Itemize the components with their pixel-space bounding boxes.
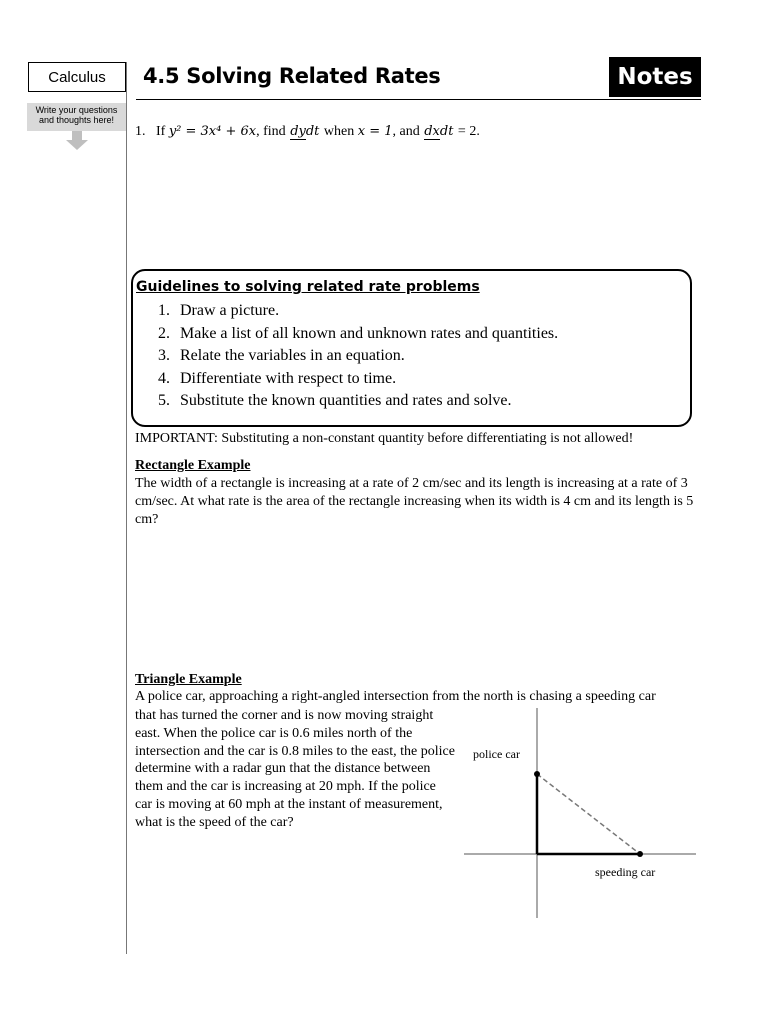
guidelines-list [158, 300, 558, 413]
triangle-example-text: that has turned the corner and is now moving straight east. When the police car is 0.6 miles north of the intersection and the car is 0.8 miles to the east, the police determine with a radar gun that the distance between them and the car is increasing at 20 mph. If the police car is moving at 60 mph at the instant of measurement, what is the speed of the car? [135, 708, 455, 830]
triangle-example-first-line: A police car, approaching a right-angled intersection from the north is chasing a speeding car [135, 689, 656, 704]
title-divider [136, 99, 701, 100]
speeding-car-point [637, 851, 643, 857]
course-label: Calculus [28, 62, 126, 92]
guideline-step: 3. Relate the variables in an equation. [158, 347, 405, 364]
dt-denominator-2: dt [439, 123, 454, 139]
question-1-number: 1. [135, 124, 146, 139]
important-note: IMPORTANT: Substituting a non-constant quantity before differentiating is not allowed! [135, 431, 634, 446]
question-1-equation: y² = 3x⁴ + 6x [168, 124, 257, 139]
rectangle-example-heading: Rectangle Example [135, 458, 251, 473]
guideline-step: 1. Draw a picture. [158, 302, 280, 319]
notes-margin-line2: and thoughts here! [38, 115, 115, 125]
dy-dt-fraction [290, 123, 320, 139]
down-arrow-icon [66, 131, 88, 151]
rectangle-example-text: The width of a rectangle is increasing at a rate of 2 cm/sec and its length is increasing at a rate of 3 cm/sec. At what rate is the area of the rectangle increasing when its width is 4 cm and its length is 5 cm? [135, 476, 694, 527]
dx-numerator: dx [424, 123, 440, 139]
notes-margin-tab [27, 103, 126, 131]
question-1-when: when [323, 124, 355, 139]
guideline-step: 5. Substitute the known quantities and rates and solve. [158, 392, 512, 409]
question-1-and: , and [392, 124, 420, 139]
question-1-find: , find [256, 124, 286, 139]
police-car-point [534, 771, 540, 777]
dx-dt-fraction [424, 123, 454, 139]
speeding-car-label: speeding car [595, 865, 656, 879]
guideline-step: 4. Differentiate with respect to time. [158, 369, 397, 387]
margin-divider [126, 62, 127, 954]
question-1-condition: x = 1 [357, 124, 393, 139]
triangle-example-heading: Triangle Example [135, 672, 242, 687]
question-1-rate: = 2. [457, 124, 480, 139]
page-title: 4.5 Solving Related Rates [143, 64, 441, 88]
notes-badge: Notes [609, 57, 701, 97]
question-1-if: If [156, 124, 166, 139]
dy-numerator: dy [290, 123, 306, 139]
question-1 [135, 124, 480, 140]
dt-denominator: dt [305, 123, 320, 139]
guidelines-title: Guidelines to solving related rate problems [136, 279, 480, 295]
police-car-label: police car [473, 747, 520, 761]
distance-between-line [537, 774, 640, 854]
guideline-step: 2. Make a list of all known and unknown rates and quantities. [158, 324, 559, 342]
intersection-diagram [460, 700, 700, 922]
notes-margin-line1: Write your questions [35, 105, 118, 115]
